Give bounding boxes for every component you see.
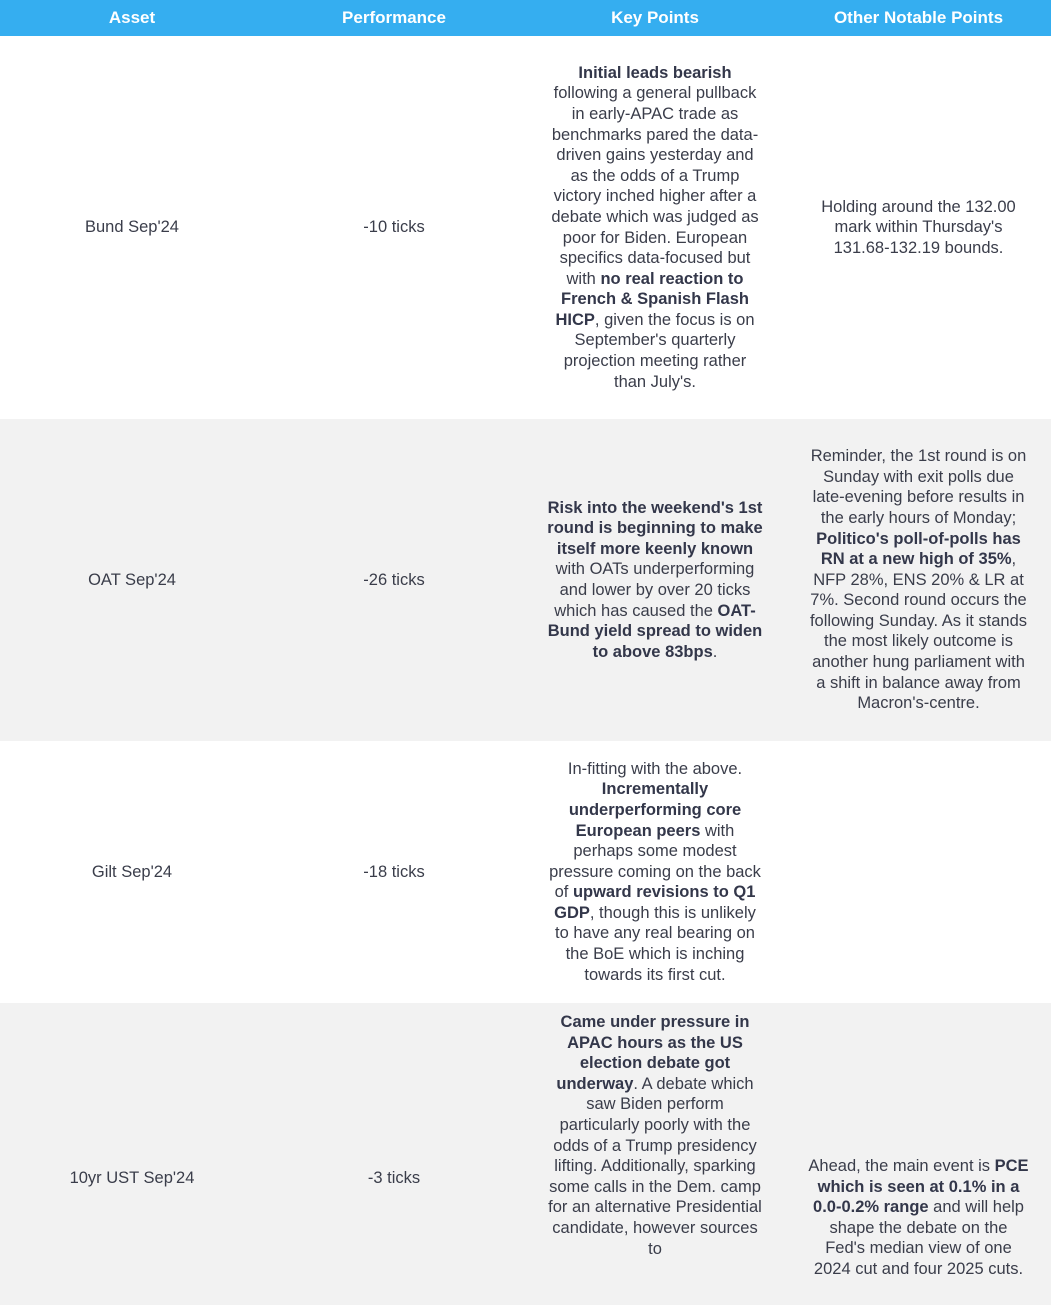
performance-cell xyxy=(264,419,524,741)
performance-cell xyxy=(264,1003,524,1305)
key-points-cell xyxy=(524,1003,786,1305)
key-points-cell xyxy=(524,36,786,419)
asset-name: Bund Sep'24 xyxy=(85,218,179,237)
header-key-points: Key Points xyxy=(611,8,699,27)
key-points-text xyxy=(547,498,763,663)
text-segment: with OATs underperforming and lower by over 20 ticks which has caused the xyxy=(554,560,755,620)
bold-text-segment: OAT-Bund yield spread to widen to above 83bps xyxy=(547,601,763,661)
key-points-text xyxy=(547,759,763,986)
bold-text-segment: Came under pressure in APAC hours as the US election debate got underway xyxy=(556,1013,750,1093)
text-segment: with perhaps some modest pressure coming on the back of xyxy=(549,821,761,902)
key-points-text xyxy=(547,1012,763,1259)
bold-text-segment: Risk into the weekend's 1st round is beginning to make itself more keenly known xyxy=(547,498,763,558)
text-segment: Ahead, the main event is xyxy=(808,1157,995,1175)
other-points-cell xyxy=(786,36,1051,419)
text-segment: Holding around the 132.00 mark within Thursday's 131.68-132.19 bounds. xyxy=(821,197,1016,257)
bold-text-segment: PCE which is seen at 0.1% in a 0.0-0.2% range xyxy=(813,1157,1029,1217)
text-segment: In-fitting with the above. xyxy=(567,759,743,778)
performance-cell xyxy=(264,36,524,419)
header-performance: Performance xyxy=(342,8,446,27)
bold-text-segment: no real reaction to French & Spanish Flash HICP xyxy=(555,269,749,329)
header-asset: Asset xyxy=(108,8,156,27)
table-header xyxy=(0,0,1051,36)
other-points-text xyxy=(808,446,1030,714)
text-segment: , given the focus is on September's quarterly projection meeting rather than July's. xyxy=(563,310,755,391)
performance-value: -3 ticks xyxy=(367,1168,421,1187)
other-points-cell xyxy=(786,419,1051,741)
asset-cell xyxy=(0,1003,264,1305)
performance-cell xyxy=(264,741,524,1003)
asset-cell xyxy=(0,36,264,419)
other-points-cell xyxy=(786,741,1051,1003)
bold-text-segment: Incrementally underperforming core European peers xyxy=(568,780,742,840)
other-points-cell xyxy=(786,1003,1051,1305)
asset-name: Gilt Sep'24 xyxy=(91,862,173,881)
asset-cell xyxy=(0,419,264,741)
table-row xyxy=(0,419,1051,741)
asset-name: OAT Sep'24 xyxy=(88,570,176,589)
key-points-cell xyxy=(524,419,786,741)
asset-name: 10yr UST Sep'24 xyxy=(69,1168,195,1187)
bold-text-segment: Initial leads bearish xyxy=(578,63,732,82)
performance-value: -18 ticks xyxy=(363,862,425,881)
bold-text-segment: upward revisions to Q1 GDP xyxy=(554,883,756,922)
table-row xyxy=(0,36,1051,419)
key-points-cell xyxy=(524,741,786,1003)
text-segment: . A debate which saw Biden perform particularly poorly with the odds of a Trump presidency lifting. Additionally, sparking some calls in the Dem. camp for an alternative Presidential candidate, however sources to xyxy=(548,1074,762,1258)
text-segment: and will help shape the debate on the Fed's median view of one 2024 cut and four 2025 cuts. xyxy=(813,1198,1024,1278)
asset-cell xyxy=(0,741,264,1003)
text-segment: Reminder, the 1st round is on Sunday with exit polls due late-evening before results in the early hours of Monday; xyxy=(810,447,1027,527)
text-segment: , NFP 28%, ENS 20% & LR at 7%. Second round occurs the following Sunday. As it stands the most likely outcome is another hung parliament with a shift in balance away from Macron's-centre. xyxy=(809,550,1028,713)
other-points-text xyxy=(808,197,1030,259)
table-row xyxy=(0,1003,1051,1305)
other-points-text xyxy=(808,1156,1030,1280)
performance-value: -26 ticks xyxy=(363,570,425,589)
text-segment: following a general pullback in early-APAC trade as benchmarks pared the data-driven gains yesterday and as the odds of a Trump victory inched higher after a debate which was judged as poor for Biden. European specifics data-focused but with xyxy=(551,84,759,288)
table-row xyxy=(0,741,1051,1003)
key-points-text xyxy=(547,63,763,393)
performance-value: -10 ticks xyxy=(363,218,425,237)
bold-text-segment: Politico's poll-of-polls has RN at a new high of 35% xyxy=(816,529,1021,569)
header-other-notable-points: Other Notable Points xyxy=(833,8,1004,27)
text-segment: , though this is unlikely to have any real bearing on the BoE which is inching towards its first cut. xyxy=(555,903,756,984)
text-segment: . xyxy=(712,642,718,661)
